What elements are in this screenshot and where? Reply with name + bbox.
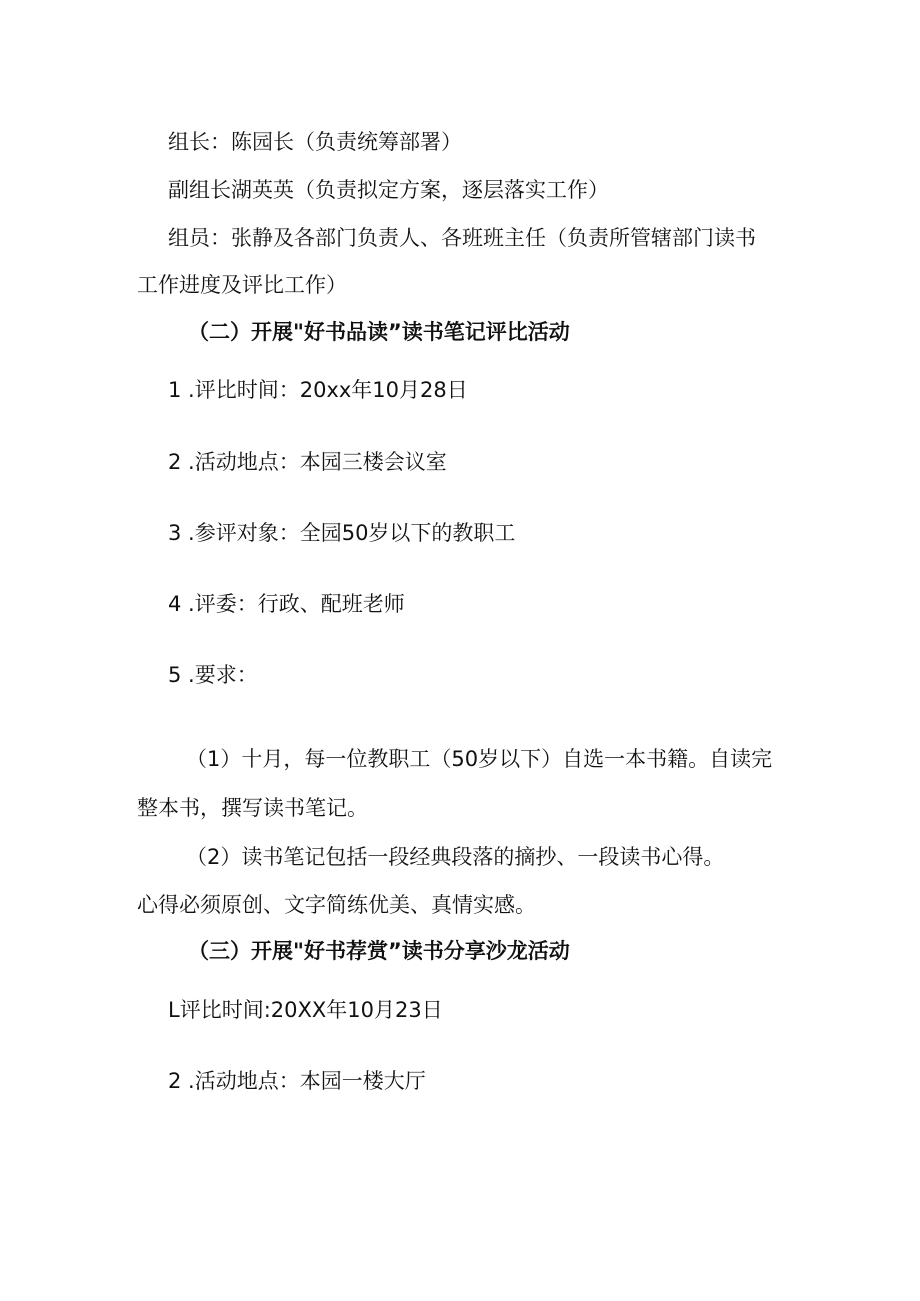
members-line-continued: 工作进度及评比工作） [137,273,347,297]
requirement-2: （2）读书笔记包括一段经典段落的摘抄、一段读书心得。 [186,845,725,869]
list-item-2b: 2 .活动地点：本园一楼大厅 [168,1069,426,1093]
list-item-4: 4 .评委：行政、配班老师 [168,592,405,616]
list-item-1: 1 .评比时间：20xx年10月28日 [168,378,468,402]
group-leader-line: 组长：陈园长（负责统筹部署） [168,130,462,154]
list-item-3: 3 .参评对象：全园50岁以下的教职工 [168,521,516,545]
requirement-1: （1）十月，每一位教职工（50岁以下）自选一本书籍。自读完 [186,747,773,771]
list-item-l: L评比时间:20XX年10月23日 [168,998,443,1022]
section-heading-2: （二）开展"好书品读”读书笔记评比活动 [188,320,570,344]
requirement-1-continued: 整本书，撰写读书笔记。 [137,796,368,820]
section-heading-3: （三）开展"好书荐赏”读书分享沙龙活动 [188,939,570,963]
deputy-leader-line: 副组长湖英英（负责拟定方案，逐层落实工作） [168,178,609,202]
requirement-2-continued: 心得必须原创、文字简练优美、真情实感。 [137,893,536,917]
members-line: 组员：张静及各部门负责人、各班班主任（负责所管辖部门读书 [168,226,756,250]
list-item-5: 5 .要求： [168,663,258,687]
list-item-2: 2 .活动地点：本园三楼会议室 [168,450,447,474]
